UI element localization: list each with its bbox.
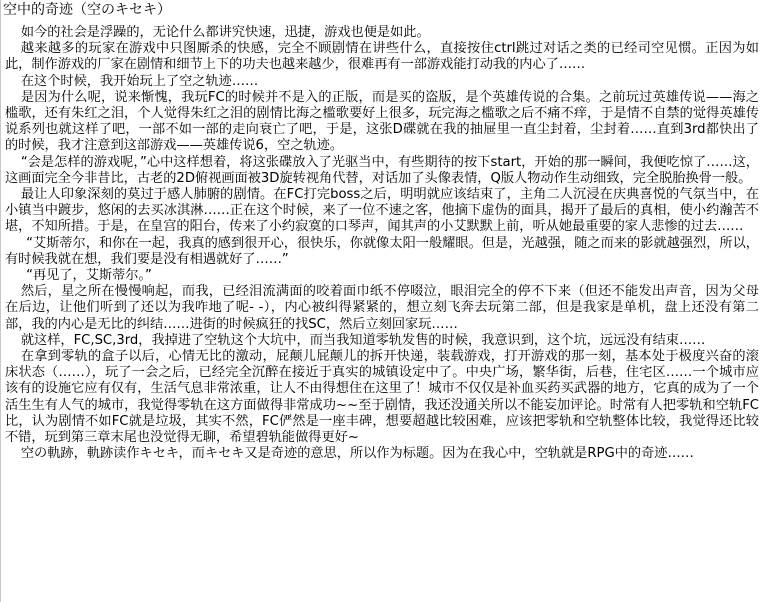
paragraph: 在这个时候，我开始玩上了空之轨迹…… <box>20 73 259 89</box>
paragraph: “会是怎样的游戏呢，”心中这样想着，将这张碟放入了光驱当中，有些期待的按下start，开始的那一瞬间，我便吃惊了……这，这画面完全今非昔比，古老的2D俯视画面被3D旋转视角代替，对话加了头像表情，Q版人物动作生动细致，完全脱胎换骨一般。 <box>5 154 759 186</box>
paragraph: 越来越多的玩家在游戏中只图厮杀的快感，完全不顾剧情在讲些什么，直接按住ctrl跳过对话之类的已经司空见惯。正因为如此，制作游戏的厂家在剧情和细节上下的功夫也越来越少，很难再有一部游戏能打动我的内心了…… <box>5 41 759 73</box>
paragraph: 就这样，FC,SC,3rd，我掉进了空轨这个大坑中，而当我知道零轨发售的时候，我意识到，这个坑，远远没有结束…… <box>20 332 706 348</box>
page-title: 空中的奇迹（空のキセキ） <box>3 2 171 18</box>
quote-paragraph: “再见了，艾斯蒂尔。” <box>26 268 152 284</box>
paragraph: 在拿到零轨的盒子以后，心情无比的激动，屁颠儿屁颠儿的拆开快递，装载游戏，打开游戏的那一刻，基本处于极度兴奋的滚床状态（……），玩了一会之后，已经完全沉醉在接近于真实的城镇设定中了。中央广场，繁华街，后巷，住宅区……一个城市应该有的设施它应有仅有，生活气息非常浓重，让人不由得想住在这里了！城市不仅仅是补血买药买武器的地方，它真的成为了一个活生生有人气的城市，我觉得零轨在这方面做得非常成功~~至于剧情，我还没通关所以不能妄加评论。时常有人把零轨和空轨FC比，认为剧情不如FC就是垃圾，其实不然，FC俨然是一座丰碑，想要超越比较困难，应该把零轨和空轨整体比较，我觉得还比较不错，玩到第三章末尾也没觉得无聊，希望碧轨能做得更好~ <box>5 349 759 446</box>
article-body <box>1 25 763 602</box>
paragraph: 如今的社会是浮躁的，无论什么都讲究快速，迅捷，游戏也便是如此。 <box>20 25 430 40</box>
quote-paragraph: “艾斯蒂尔，和你在一起，我真的感到很开心，很快乐，你就像太阳一般耀眼。但是，光越强，随之而来的影就越强烈，所以，有时候我就在想，我们要是没有相遇就好了……” <box>5 235 759 267</box>
paragraph: 最让人印象深刻的莫过于感人肺腑的剧情。在FC打完boss之后，明明就应该结束了，主角二人沉浸在庆典喜悦的气氛当中，在小镇当中踱步，悠闲的去买冰淇淋……正在这个时候，来了一位不速之客，他摘下虚伪的面具，揭开了最后的真相，使小约瀚苦不堪，不知所措。于是，在皇宫的阳台，传来了小约寂寞的口琴声，闻其声的小艾默默上前，听从她最重要的家人悲惨的过去…… <box>5 187 759 235</box>
paragraph: 是因为什么呢，说来惭愧，我玩FC的时候并不是入的正版，而是买的盗版，是个英雄传说的合集。之前玩过英雄传说——海之槛歌，还有朱红之泪，个人觉得朱红之泪的剧情比海之槛歌要好上很多，玩完海之槛歌之后不痛不痒，于是情不自禁的觉得英雄传说系列也就这样了吧，一部不如一部的走向衰亡了吧，于是，这张D碟就在我的抽屉里一直尘封着，尘封着……直到3rd都快出了的时候，我才注意到这部游戏——英雄传说6，空之轨迹。 <box>5 89 759 154</box>
paragraph: 空の軌跡，軌跡读作キセキ，而キセキ又是奇迹的意思，所以作为标题。因为在我心中，空轨就是RPG中的奇迹…… <box>20 446 694 462</box>
paragraph: 然后，星之所在慢慢响起，而我，已经泪流满面的咬着面巾纸不停啜泣，眼泪完全的停不下来（但还不能发出声音，因为父母在后边，让他们听到了还以为我咋地了呢- -），内心被纠得紧紧的，想立刻飞奔去玩第二部，但是我家是单机，盘上还没有第二部，我的内心是无比的纠结……进街的时候疯狂的找SC，然后立刻回家玩…… <box>5 284 759 332</box>
